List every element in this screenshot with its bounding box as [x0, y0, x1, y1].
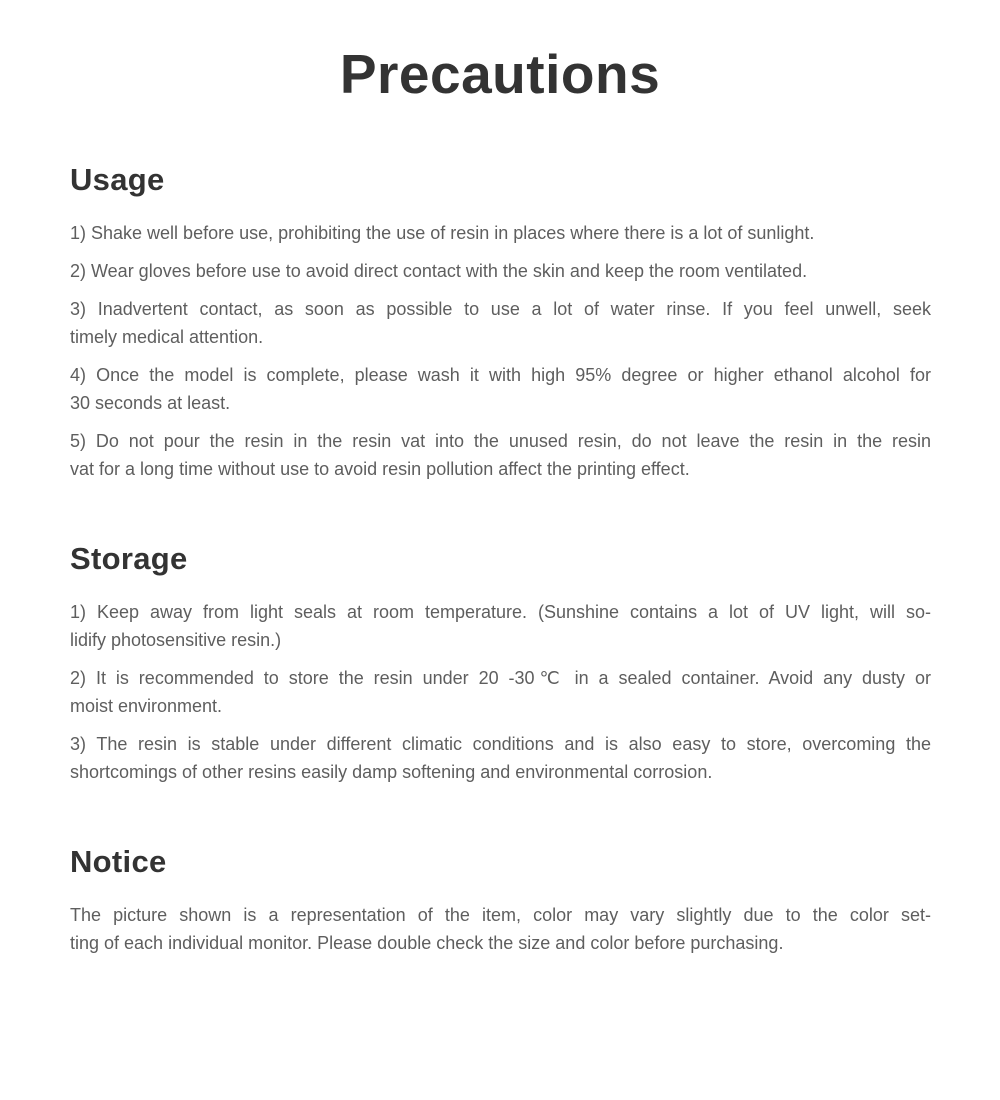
- text-line: ting of each individual monitor. Please double check the size and color before purchasing.: [70, 933, 784, 953]
- usage-paragraph-5: [70, 427, 931, 483]
- text-line: 2) Wear gloves before use to avoid direct contact with the skin and keep the room ventilated.: [70, 261, 808, 281]
- usage-paragraph-4: [70, 361, 931, 417]
- text-line: moist environment.: [70, 696, 223, 716]
- section-heading-usage: Usage: [70, 162, 165, 197]
- text-line: 4) Once the model is complete, please wash it with high 95% degree or higher ethanol alcohol for: [70, 365, 931, 385]
- section-heading-notice: Notice: [70, 844, 167, 879]
- notice-paragraph-1: [70, 901, 931, 957]
- section-heading-storage: Storage: [70, 541, 188, 576]
- text-line: timely medical attention.: [70, 327, 264, 347]
- text-line: 30 seconds at least.: [70, 393, 231, 413]
- text-line: lidify photosensitive resin.): [70, 630, 282, 650]
- text-line: 1) Keep away from light seals at room temperature. (Sunshine contains a lot of UV light, will so-: [70, 602, 931, 622]
- storage-paragraph-1: [70, 598, 931, 654]
- section-storage: [70, 540, 931, 786]
- text-line: 1) Shake well before use, prohibiting the use of resin in places where there is a lot of sunlight.: [70, 223, 815, 243]
- text-line: 3) Inadvertent contact, as soon as possible to use a lot of water rinse. If you feel unwell, seek: [70, 299, 931, 319]
- storage-paragraph-3: [70, 730, 931, 786]
- text-line: 2) It is recommended to store the resin under 20 -30℃ in a sealed container. Avoid any dusty or: [70, 668, 931, 688]
- storage-paragraph-2: [70, 664, 931, 720]
- text-line: vat for a long time without use to avoid resin pollution affect the printing effect.: [70, 459, 690, 479]
- text-line: shortcomings of other resins easily damp softening and environmental corrosion.: [70, 762, 713, 782]
- page-title: Precautions: [339, 43, 661, 105]
- text-line: 5) Do not pour the resin in the resin vat into the unused resin, do not leave the resin in the resin: [70, 431, 931, 451]
- section-notice: [70, 843, 931, 957]
- usage-paragraph-2: [70, 257, 931, 285]
- section-usage: [70, 161, 931, 483]
- text-line: The picture shown is a representation of the item, color may vary slightly due to the color set-: [70, 905, 931, 925]
- usage-paragraph-3: [70, 295, 931, 351]
- usage-paragraph-1: [70, 219, 931, 247]
- text-line: 3) The resin is stable under different climatic conditions and is also easy to store, overcoming the: [70, 734, 931, 754]
- content-column: [70, 161, 931, 957]
